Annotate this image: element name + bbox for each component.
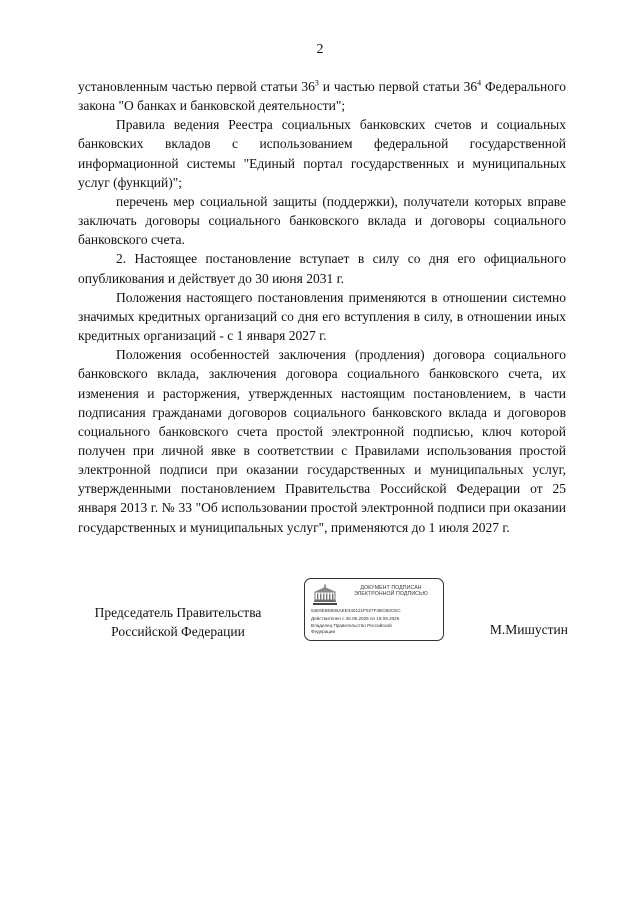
paragraph-1-text-b: и частью первой статьи 36	[318, 79, 478, 94]
signer-title	[78, 603, 278, 641]
paragraph-5: Положения настоящего постановления применяются в отношении системно значимых кредитных организаций со дня его вступления в силу, в отношении иных кредитных организаций - с 1 января 2027 г.	[78, 289, 566, 344]
stamp-validity: Действителен с 26.06.2025 по 19.09.2026	[311, 616, 400, 621]
signer-title-line-2: Российской Федерации	[111, 624, 245, 639]
stamp-title-line-2: ЭЛЕКТРОННОЙ ПОДПИСЬЮ	[354, 591, 428, 598]
stamp-title-line-1: ДОКУМЕНТ ПОДПИСАН	[360, 585, 422, 591]
government-building-icon	[311, 584, 339, 606]
stamp-owner-line-1: Владелец Правительство Российской	[311, 623, 392, 628]
stamp-certificate: 53E9E6EB06AEE340121F027F4BCB0CEC	[311, 608, 401, 613]
paragraph-1	[78, 77, 566, 115]
stamp-title	[341, 585, 441, 598]
document-body	[78, 77, 566, 537]
superscript-3: 3	[314, 78, 319, 88]
electronic-signature-stamp	[304, 578, 444, 641]
superscript-4: 4	[477, 78, 482, 88]
paragraph-1-text-a: установленным частью первой статьи 36	[78, 79, 315, 94]
signer-name: М.Мишустин	[489, 622, 568, 637]
paragraph-6: Положения особенностей заключения (продления) договора социального банковского вклада, заключения договора социального банковского счета, их изменения и расторжения, утвержденных настоящим постановлением, в части подписания гражданами договоров социального банковского вклада и договоров социального банковского счета простой электронной подписью, ключ которой получен при личной явке в соответствии с Правилами использования простой электронной подписи при оказании государственных и муниципальных услуг, утвержденными постановлением Правительства Российской Федерации от 25 января 2013 г. № 33 "Об использовании простой электронной подписи при оказании государственных и муниципальных услуг", применяются до 1 июля 2027 г.	[78, 347, 566, 535]
page-number: 2	[316, 42, 324, 57]
paragraph-3: перечень мер социальной защиты (поддержки), получатели которых вправе заключать договоры социального банковского вклада и договоры социального банковского счета.	[78, 193, 566, 248]
paragraph-1-text-c: Федерального закона "О банках и банковской деятельности";	[78, 79, 566, 114]
paragraph-4: 2. Настоящее постановление вступает в силу со дня его официального опубликования и действует до 30 июня 2031 г.	[78, 251, 566, 286]
paragraph-2: Правила ведения Реестра социальных банковских счетов и социальных банковских вкладов с использованием федеральной государственной информационной системы "Единый портал государственных и муниципальных услуг (функций)";	[78, 117, 566, 190]
signer-title-line-1: Председатель Правительства	[94, 605, 262, 620]
stamp-owner-line-2: Федерации	[311, 629, 336, 634]
